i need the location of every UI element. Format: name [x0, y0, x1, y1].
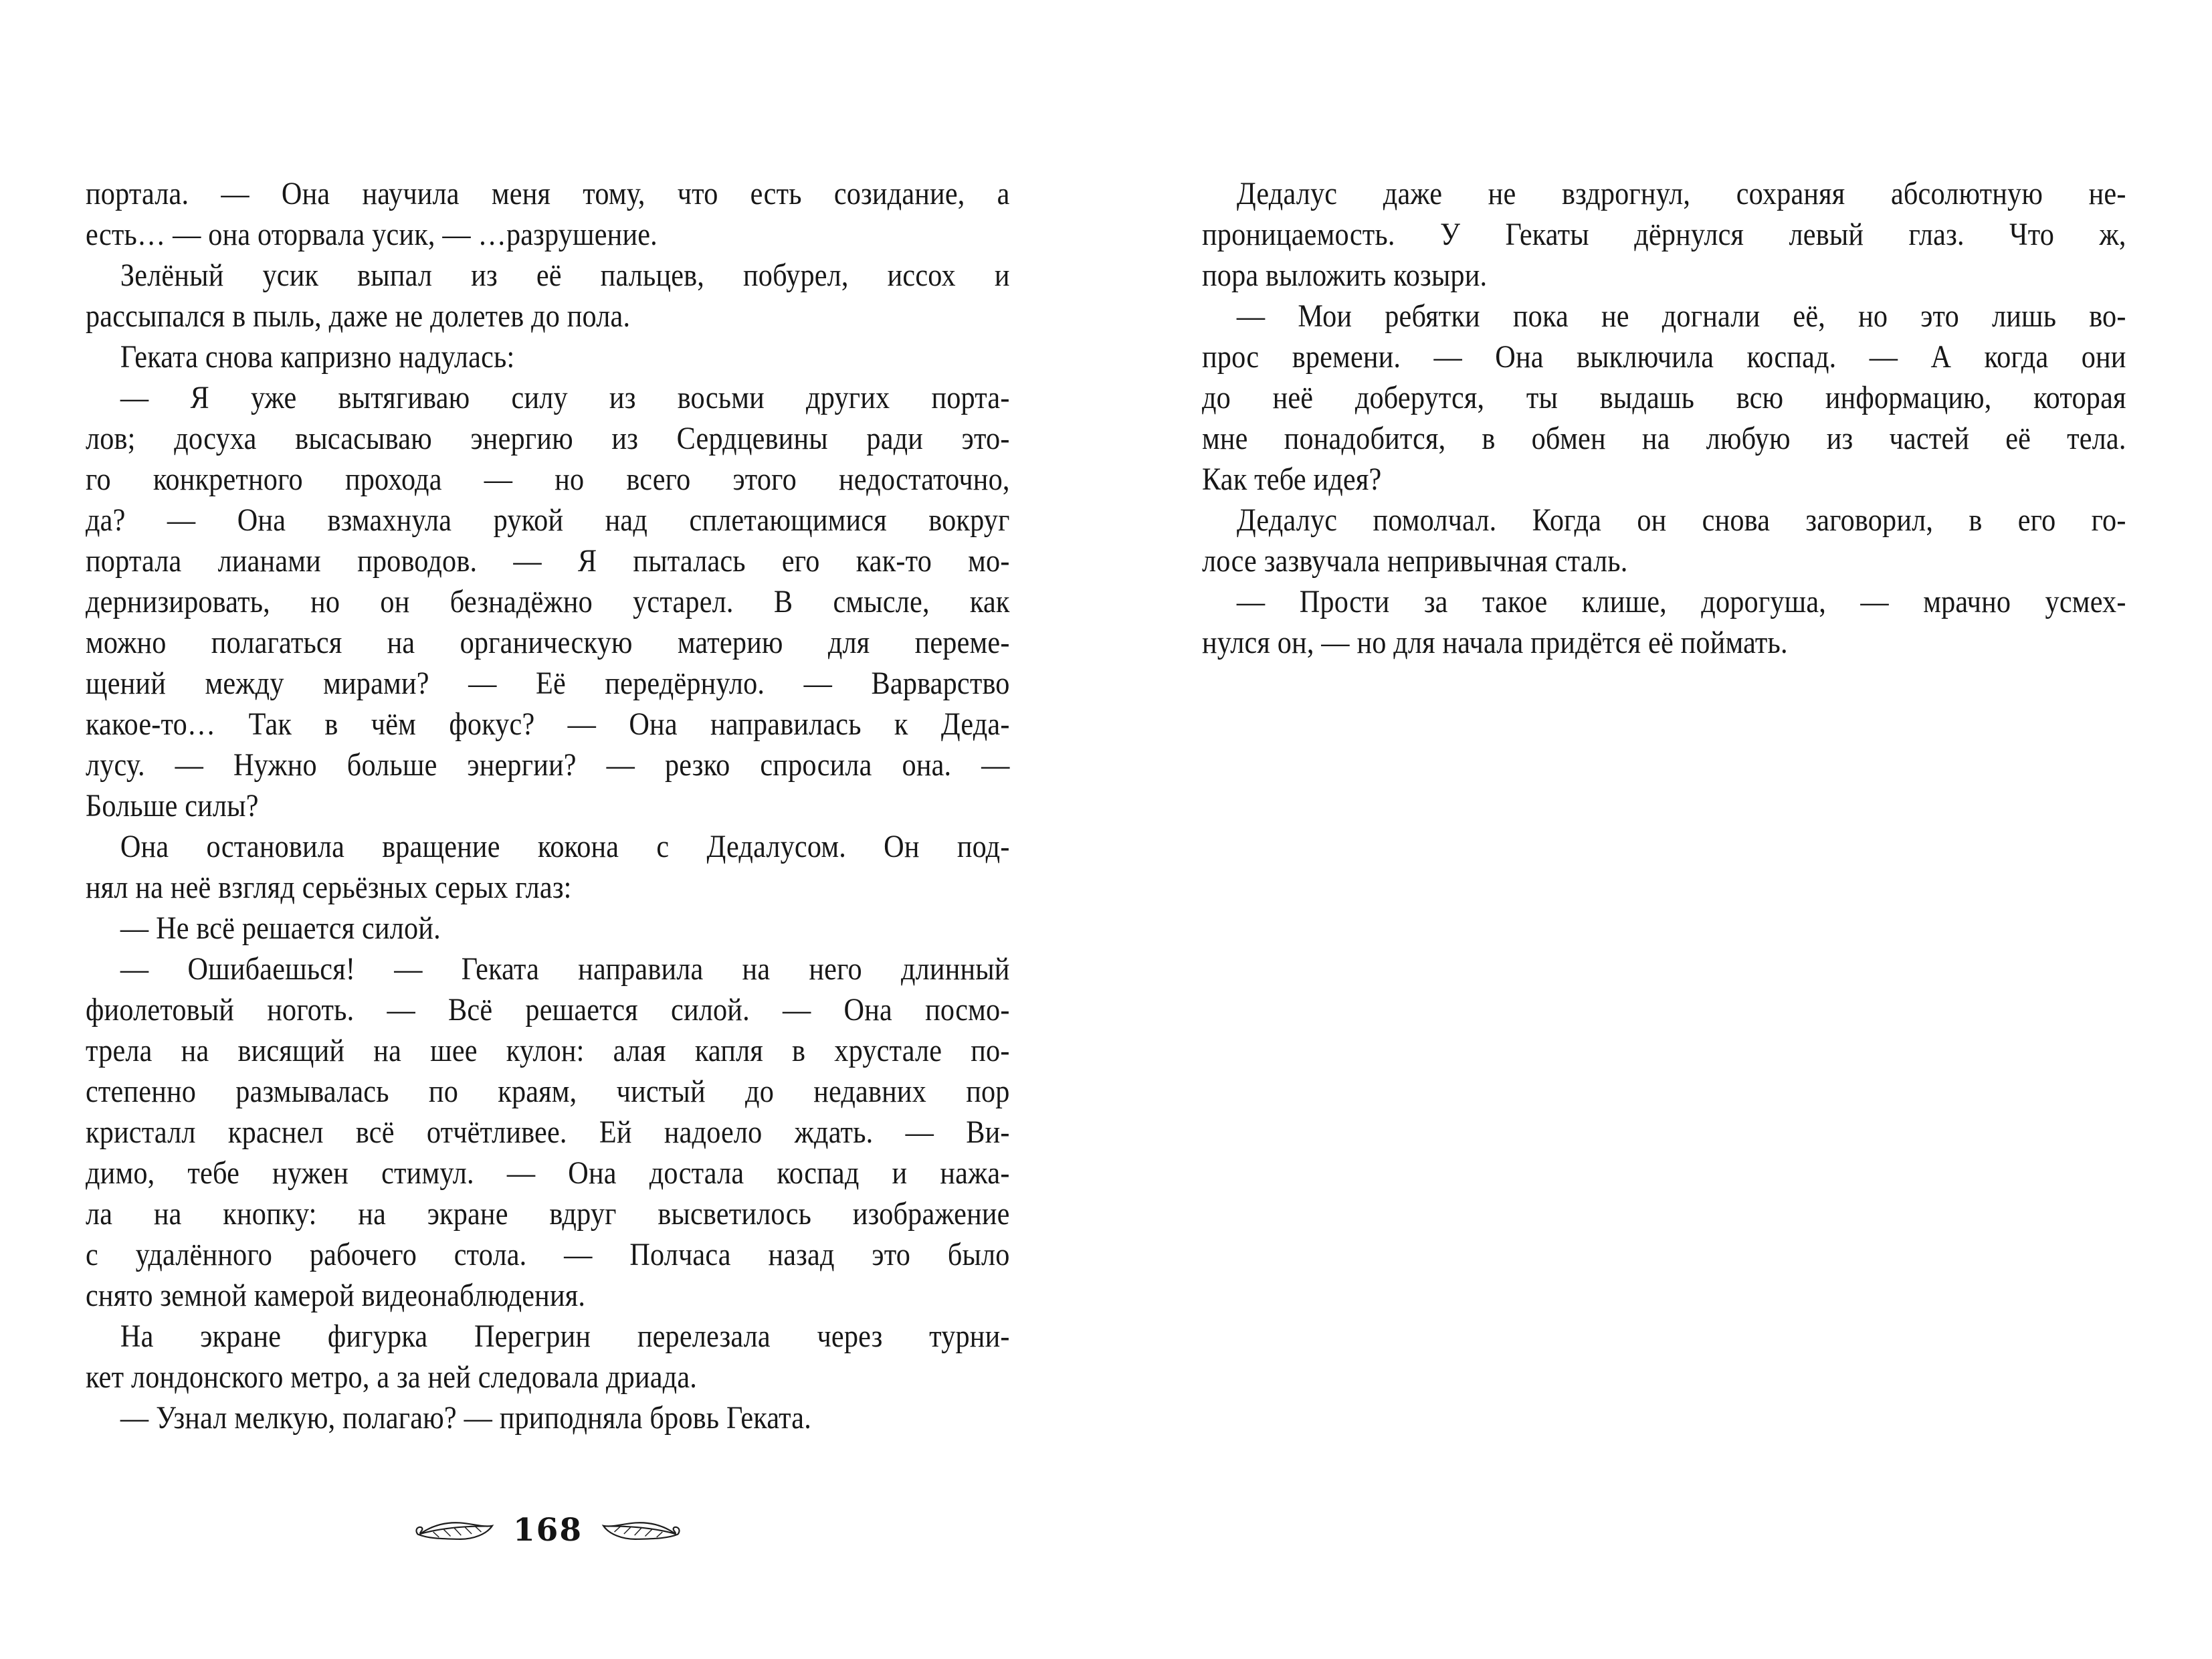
- text-line: Она остановила вращение кокона с Дедалусом. Он под-: [120, 829, 1010, 864]
- text-line: да? — Она взмахнула рукой над сплетающимися вокруг: [86, 502, 1010, 538]
- text-line: кристалл краснел всё отчётливее. Ей надоело ждать. — Ви-: [86, 1114, 1010, 1150]
- text-line: нял на неё взгляд серьёзных серых глаз:: [86, 870, 572, 905]
- text-line: есть… — она оторвала усик, — …разрушение.: [86, 217, 658, 252]
- paragraph: [86, 826, 1010, 908]
- text-line: На экране фигурка Перегрин перелезала через турни-: [120, 1319, 1010, 1354]
- text-line: пора выложить козыри.: [1202, 258, 1488, 293]
- text-line: с удалённого рабочего стола. — Полчаса назад это было: [86, 1237, 1010, 1272]
- text-line: прос времени. — Она выключила коспад. — А когда они: [1202, 339, 2126, 375]
- text-line: портала лианами проводов. — Я пыталась его как-то мо-: [86, 543, 1010, 579]
- text-line: Дедалус помолчал. Когда он снова заговорил, в его го-: [1236, 502, 2126, 538]
- text-line: го конкретного прохода — но всего этого недостаточно,: [86, 462, 1010, 497]
- leaf-ornament-right-icon: [600, 1517, 682, 1545]
- page-footer: [86, 1510, 1010, 1552]
- text-line: Геката снова капризно надулась:: [120, 339, 515, 375]
- text-line: мне понадобится, в обмен на любую из частей её тела.: [1202, 421, 2126, 456]
- text-line: — Прости за такое клише, дорогуша, — мрачно усмех-: [1236, 584, 2126, 619]
- paragraph: [1202, 581, 2126, 663]
- text-line: дернизировать, но он безнадёжно устарел. В смысле, как: [86, 584, 1010, 619]
- right-page-text-block: [1202, 173, 2126, 663]
- text-line: до неё доберутся, ты выдашь всю информацию, которая: [1202, 380, 2126, 415]
- right-page: [1106, 0, 2212, 1659]
- text-line: можно полагаться на органическую материю для переме-: [86, 625, 1010, 660]
- text-line: степенно размывалась по краям, чистый до недавних пор: [86, 1074, 1010, 1109]
- paragraph: [86, 1316, 1010, 1397]
- text-line: — Узнал мелкую, полагаю? — приподняла бровь Геката.: [120, 1400, 811, 1436]
- text-line: рассыпался в пыль, даже не долетев до пола.: [86, 298, 631, 334]
- page-number: 168: [512, 1511, 583, 1549]
- paragraph: [86, 255, 1010, 336]
- text-line: ла на кнопку: на экране вдруг высветилось изображение: [86, 1196, 1010, 1232]
- text-line: Зелёный усик выпал из её пальцев, побурел, иссох и: [120, 258, 1010, 293]
- text-line: лусу. — Нужно больше энергии? — резко спросила она. —: [86, 747, 1010, 783]
- paragraph: [86, 336, 1010, 377]
- text-line: Как тебе идея?: [1202, 462, 1382, 497]
- text-line: снято земной камерой видеонаблюдения.: [86, 1278, 586, 1313]
- paragraph: [86, 908, 1010, 949]
- left-page-text-block: [86, 173, 1010, 1438]
- paragraph: [1202, 296, 2126, 500]
- text-line: лосе зазвучала непривычная сталь.: [1202, 543, 1628, 579]
- leaf-ornament-left-icon: [414, 1517, 496, 1545]
- paragraph: [86, 949, 1010, 1316]
- paragraph: [86, 377, 1010, 826]
- text-line: кет лондонского метро, а за ней следовала дриада.: [86, 1359, 698, 1395]
- text-line: — Не всё решается силой.: [120, 910, 441, 946]
- text-line: фиолетовый ноготь. — Всё решается силой. — Она посмо-: [86, 992, 1010, 1028]
- text-line: Дедалус даже не вздрогнул, сохраняя абсолютную не-: [1236, 176, 2126, 211]
- paragraph: [86, 173, 1010, 255]
- paragraph: [1202, 500, 2126, 581]
- text-line: лов; досуха высасываю энергию из Сердцевины ради это-: [86, 421, 1010, 456]
- text-line: — Мои ребятки пока не догнали её, но это лишь во-: [1236, 298, 2126, 334]
- text-line: Больше силы?: [86, 788, 259, 823]
- text-line: димо, тебе нужен стимул. — Она достала коспад и нажа-: [86, 1155, 1010, 1191]
- text-line: щений между мирами? — Её передёрнуло. — Варварство: [86, 666, 1010, 701]
- text-line: — Ошибаешься! — Геката направила на него длинный: [120, 951, 1010, 987]
- text-line: нулся он, — но для начала придётся её поймать.: [1202, 625, 1788, 660]
- text-line: трела на висящий на шее кулон: алая капля в хрустале по-: [86, 1033, 1010, 1068]
- text-line: портала. — Она научила меня тому, что есть созидание, а: [86, 176, 1010, 211]
- text-line: какое-то… Так в чём фокус? — Она направилась к Деда-: [86, 706, 1010, 742]
- paragraph: [86, 1397, 1010, 1438]
- text-line: проницаемость. У Гекаты дёрнулся левый глаз. Что ж,: [1202, 217, 2126, 252]
- paragraph: [1202, 173, 2126, 296]
- text-line: — Я уже вытягиваю силу из восьми других порта-: [120, 380, 1010, 415]
